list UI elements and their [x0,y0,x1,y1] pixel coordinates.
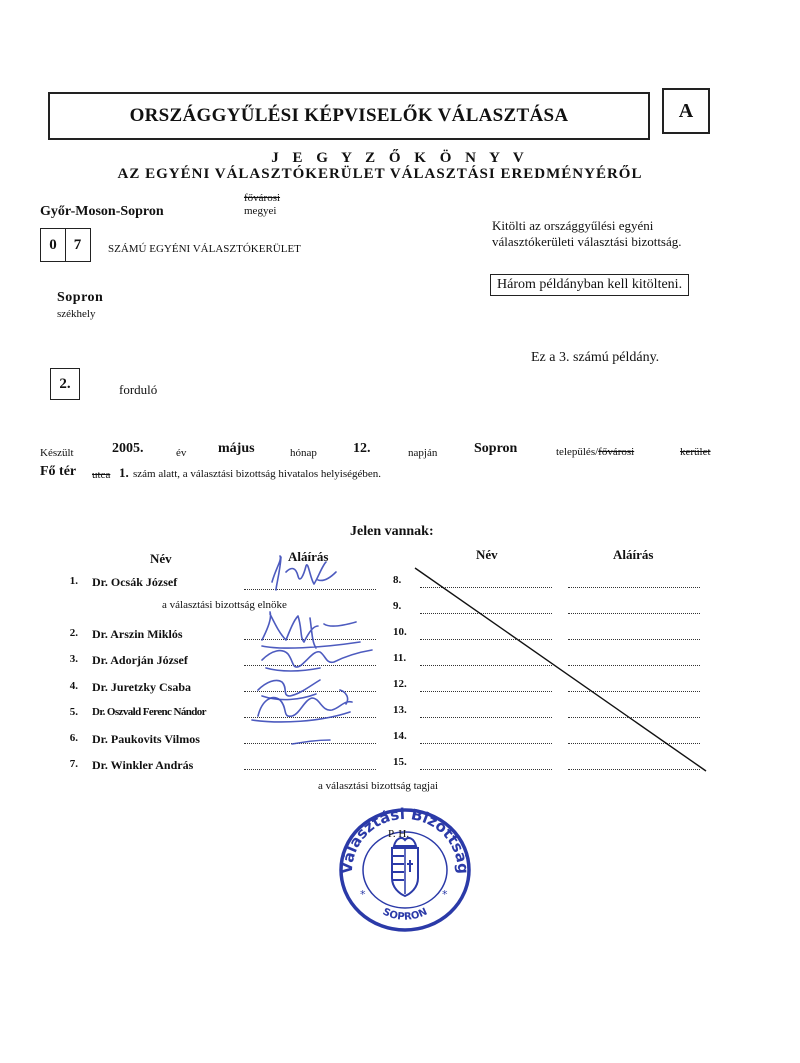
row-number: 2. [69,627,78,639]
row-number: 3. [69,653,78,665]
form-title: ORSZÁGGYŰLÉSI KÉPVISELŐK VÁLASZTÁSA [129,105,569,126]
made-month-word: hónap [290,447,317,459]
stamp-city: SOPRON [380,906,430,923]
col-name-right: Név [476,547,498,562]
made-place: Sopron [474,441,518,456]
chair-label: a választási bizottság elnöke [162,599,287,611]
made-street: Fő tér [40,464,77,479]
document-heading: J E G Y Z Ő K Ö N Y V [271,150,529,166]
stamp-star-right: * [442,888,448,901]
stamp-ph: P. H. [388,828,410,840]
made-fovarosi-word: fővárosi [598,446,635,458]
row-number: 6. [69,732,78,744]
member-name: Dr. Arszin Miklós [92,627,183,641]
row-number: 7. [69,758,78,770]
fill-note-line2: választókerületi választási bizottság. [492,234,682,249]
col-name-left: Név [150,551,172,566]
district-digit-1: 0 [40,228,66,262]
col-signature-right: Aláírás [613,547,654,562]
row-number: 1. [69,575,78,587]
members-label: a választási bizottság tagjai [318,780,439,792]
member-name: Dr. Juretzky Csaba [92,680,192,694]
row-number: 8. [393,574,402,586]
member-name: Dr. Ocsák József [92,575,178,589]
made-kerulet-word: kerület [680,446,711,458]
present-title: Jelen vannak: [350,524,434,539]
signature-5 [252,690,352,722]
col-signature-left: Aláírás [288,549,329,564]
made-year-word: év [176,447,187,459]
district-digit-2: 7 [65,228,91,262]
made-month: május [218,441,255,456]
made-year: 2005. [112,441,144,456]
row-number: 15. [393,756,407,768]
row-number: 14. [393,730,407,742]
signature-1 [272,556,336,590]
row-number: 13. [393,704,407,716]
county-strike-label: fővárosi [244,192,281,204]
made-word: Készült [40,447,74,459]
district-label: SZÁMÚ EGYÉNI VÁLASZTÓKERÜLET [108,243,301,255]
seat-label: székhely [57,308,96,320]
row-number: 9. [393,600,402,612]
signature-3 [262,650,372,671]
coat-of-arms-icon [392,838,418,896]
signature-4 [258,680,320,700]
member-name: Dr. Oszvald Ferenc Nándor [92,706,206,718]
row-number: 12. [393,678,407,690]
official-stamp [330,800,480,940]
row-number: 4. [69,680,78,692]
member-name: Dr. Paukovits Vilmos [92,732,200,746]
signature-6 [292,740,330,744]
county-name: Győr-Moson-Sopron [40,204,164,219]
copies-note: Három példányban kell kitölteni. [490,274,689,296]
copy-number: Ez a 3. számú példány. [531,350,660,365]
signature-2 [262,612,360,648]
made-house-number: 1. [119,465,129,480]
fill-note-line1: Kitölti az országgyűlési egyéni [492,218,654,233]
made-telepules-word: település/ [556,446,599,458]
made-utca-word: utca [92,469,111,481]
made-day-word: napján [408,447,438,459]
row-number: 5. [69,706,78,718]
made-rest: szám alatt, a választási bizottság hivatalos helyiségében. [133,468,382,480]
county-label: megyei [244,205,277,217]
round-box: 2. [50,368,80,400]
form-letter: A [678,99,694,122]
member-name: Dr. Winkler András [92,758,194,772]
seat-name: Sopron [57,290,104,305]
document-subheading: AZ EGYÉNI VÁLASZTÓKERÜLET VÁLASZTÁSI EREDMÉNYÉRŐL [117,166,643,182]
row-number: 11. [393,652,407,664]
stamp-ring-text: Választási Bizottság [337,804,473,875]
row-number: 10. [393,626,407,638]
round-label: forduló [119,382,158,397]
made-day: 12. [353,441,371,456]
member-name: Dr. Adorján József [92,653,188,667]
stamp-star-left: * [360,888,366,901]
